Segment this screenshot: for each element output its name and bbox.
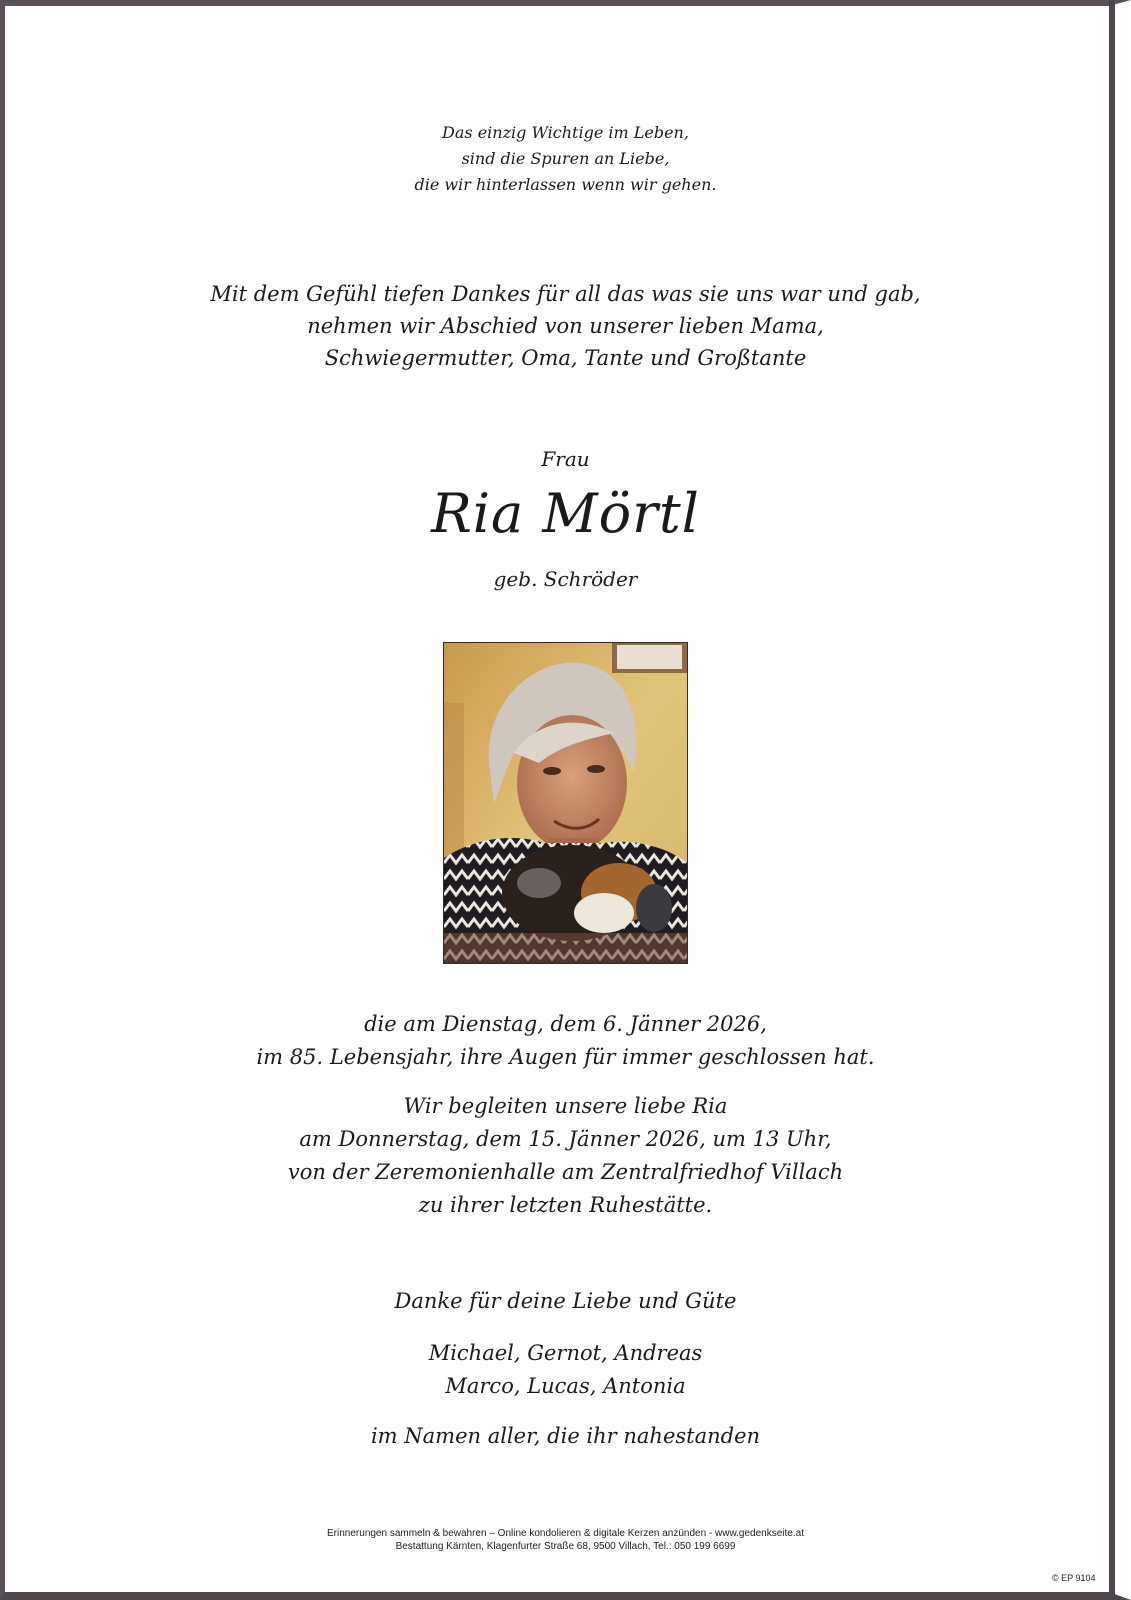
intro-text: [0, 278, 1131, 374]
mourners-list: [0, 1337, 1131, 1403]
thanks-line: Danke für deine Liebe und Güte: [394, 1289, 737, 1313]
motto-line: Das einzig Wichtige im Leben,: [442, 123, 689, 142]
portrait-image: [444, 643, 687, 963]
death-info: [0, 1008, 1131, 1074]
footer-line-online: Erinnerungen sammeln & bewahren – Online kondolieren & digitale Kerzen anzünden - www.gedenkseite.at: [327, 1528, 804, 1539]
funeral-info: [0, 1090, 1131, 1222]
motto-line: sind die Spuren an Liebe,: [461, 149, 670, 168]
funeral-line: Wir begleiten unsere liebe Ria: [403, 1094, 728, 1118]
portrait-photo: [443, 642, 688, 964]
funeral-line: von der Zeremonienhalle am Zentralfriedhof Villach: [287, 1160, 844, 1184]
closing-line: im Namen aller, die ihr nahestanden: [370, 1424, 761, 1448]
mourners-line: Marco, Lucas, Antonia: [445, 1374, 686, 1398]
deceased-name: Ria Mörtl: [431, 482, 700, 545]
mourners-line: Michael, Gernot, Andreas: [428, 1341, 703, 1365]
maiden-name: geb. Schröder: [493, 567, 638, 591]
salutation: Frau: [541, 447, 590, 471]
death-info-line: die am Dienstag, dem 6. Jänner 2026,: [364, 1012, 767, 1036]
footer: [0, 1527, 1131, 1553]
intro-line: nehmen wir Abschied von unserer lieben Mama,: [307, 314, 824, 338]
print-code: © EP 9104: [1052, 1573, 1096, 1583]
motto-quote: [0, 120, 1131, 198]
funeral-line: am Donnerstag, dem 15. Jänner 2026, um 13 Uhr,: [299, 1127, 832, 1151]
footer-line-address: Bestattung Kärnten, Klagenfurter Straße 68, 9500 Villach, Tel.: 050 199 6699: [395, 1541, 736, 1552]
funeral-line: zu ihrer letzten Ruhestätte.: [418, 1193, 713, 1217]
motto-line: die wir hinterlassen wenn wir gehen.: [414, 175, 717, 194]
intro-line: Mit dem Gefühl tiefen Dankes für all das was sie uns war und gab,: [210, 282, 921, 306]
intro-line: Schwiegermutter, Oma, Tante und Großtante: [324, 346, 807, 370]
death-info-line: im 85. Lebensjahr, ihre Augen für immer geschlossen hat.: [256, 1045, 875, 1069]
